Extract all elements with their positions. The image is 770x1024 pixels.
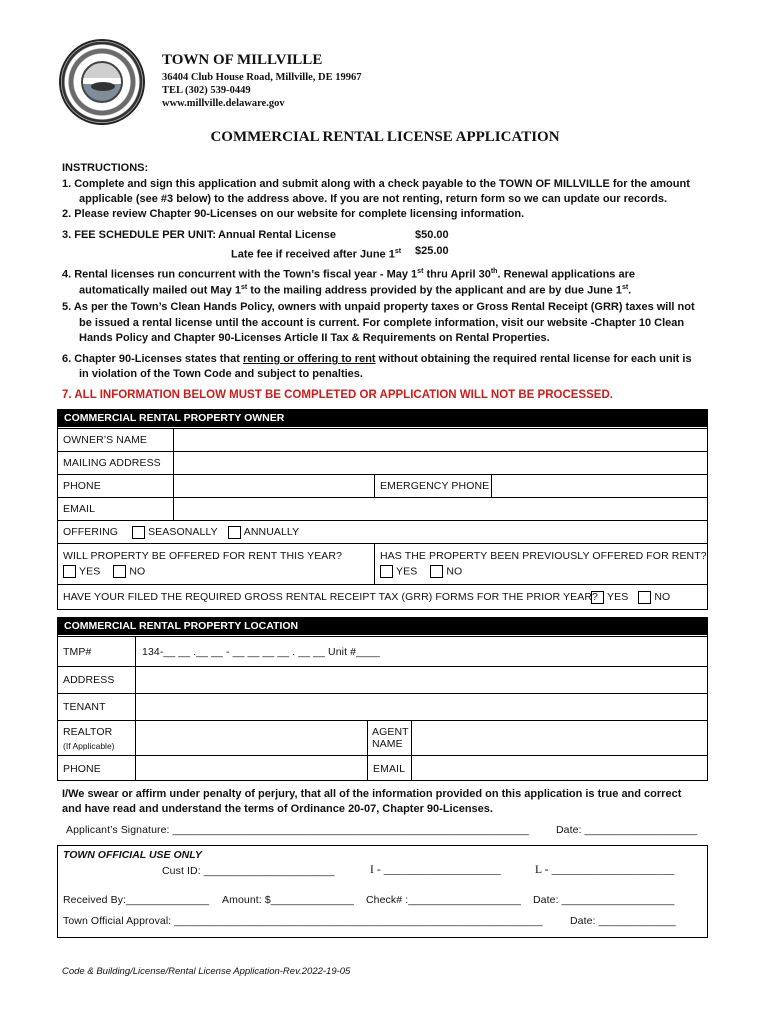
phone-label: PHONE xyxy=(63,480,101,492)
official-use-header: TOWN OFFICIAL USE ONLY xyxy=(63,849,202,861)
fee-annual-amount: $50.00 xyxy=(415,229,449,241)
instruction-6: 6. Chapter 90-Licenses states that renting or offering to rent without obtaining the required rental license for each unit is xyxy=(62,353,692,365)
fee-late-label: Late fee if received after June 1st xyxy=(231,248,402,261)
cust-id-field[interactable]: Cust ID: ______________________ xyxy=(162,865,335,877)
seasonally-checkbox[interactable] xyxy=(132,526,145,539)
oath-line-1: I/We swear or affirm under penalty of perjury, that all of the information provided on this application is true and correct xyxy=(62,788,682,800)
tenant-label: TENANT xyxy=(63,701,106,713)
i-field[interactable]: I - ____________________ xyxy=(370,864,501,876)
instruction-5-cont2: Hands Policy and Chapter 90-Licenses Article II Tax & Requirements on Rental Properties. xyxy=(79,332,550,344)
offering-row xyxy=(58,520,707,543)
owner-section-header: COMMERCIAL RENTAL PROPERTY OWNER xyxy=(58,410,707,427)
approval-date-field[interactable]: Date: _____________ xyxy=(570,915,676,927)
realtor-row xyxy=(58,720,707,755)
instruction-4-cont: automatically mailed out May 1st to the mailing address provided by the applicant and are by due June 1st. xyxy=(79,284,632,297)
previously-offered-no-checkbox[interactable] xyxy=(430,565,443,578)
email-row xyxy=(58,497,707,520)
official-approval-field[interactable]: Town Official Approval: ______________________________________________________________ xyxy=(63,915,543,927)
mailing-address-row xyxy=(58,451,707,474)
tenant-field[interactable] xyxy=(136,694,707,720)
oath-line-2: and have read and understand the terms of Ordinance 20-07, Chapter 90-Licenses. xyxy=(62,803,493,815)
address-label: ADDRESS xyxy=(63,674,115,686)
received-date-field[interactable]: Date: ___________________ xyxy=(533,894,675,906)
address-field[interactable] xyxy=(136,667,707,693)
town-seal-logo xyxy=(59,39,145,125)
official-use-section xyxy=(57,845,708,938)
instruction-1-cont: applicable (see #3 below) to the address above. If you are not renting, return form so we can update our records. xyxy=(79,193,668,205)
location-email-label: EMAIL xyxy=(373,762,406,775)
grr-yes-checkbox[interactable] xyxy=(591,591,604,604)
grr-question: HAVE YOUR FILED THE REQUIRED GROSS RENTAL RECEIPT TAX (GRR) FORMS FOR THE PRIOR YEAR? xyxy=(63,591,598,603)
form-title: COMMERCIAL RENTAL LICENSE APPLICATION xyxy=(210,129,560,145)
emergency-phone-field[interactable] xyxy=(492,475,707,497)
previously-offered-question: HAS THE PROPERTY BEEN PREVIOUSLY OFFERED FOR RENT? xyxy=(380,550,707,562)
applicant-signature-field[interactable]: Applicant’s Signature: ____________________________________________________________ xyxy=(66,824,529,836)
town-name: TOWN OF MILLVILLE xyxy=(162,52,323,68)
tmp-label: TMP# xyxy=(63,645,92,658)
agent-name-label: AGENT NAME xyxy=(372,726,409,750)
email-label: EMAIL xyxy=(63,503,96,515)
applicant-date-field[interactable]: Date: ___________________ xyxy=(556,824,698,836)
amount-field[interactable]: Amount: $______________ xyxy=(222,894,354,906)
will-offer-yes-checkbox[interactable] xyxy=(63,565,76,578)
offer-questions-row: WILL PROPERTY BE OFFERED FOR RENT THIS YEAR? YES NO HAS THE PROPERTY BEEN PREVIOUSLY OFFERED FOR RENT? YES NO xyxy=(58,543,707,584)
check-number-field[interactable]: Check# :___________________ xyxy=(366,894,522,906)
location-phone-row xyxy=(58,755,707,781)
instruction-3-label: 3. FEE SCHEDULE PER UNIT: xyxy=(62,229,217,241)
will-offer-no-checkbox[interactable] xyxy=(113,565,126,578)
mailing-address-label: MAILING ADDRESS xyxy=(63,457,161,469)
owners-name-field[interactable] xyxy=(174,429,707,451)
address-row xyxy=(58,666,707,693)
mailing-address-field[interactable] xyxy=(174,452,707,474)
location-section xyxy=(57,617,708,781)
location-section-header: COMMERCIAL RENTAL PROPERTY LOCATION xyxy=(58,618,707,635)
annually-checkbox[interactable] xyxy=(228,526,241,539)
grr-no-checkbox[interactable] xyxy=(638,591,651,604)
instruction-2: 2. Please review Chapter 90-Licenses on our website for complete licensing information. xyxy=(62,208,525,220)
location-phone-field[interactable] xyxy=(136,756,367,781)
previously-offered-yes-checkbox[interactable] xyxy=(380,565,393,578)
fee-annual-label: Annual Rental License xyxy=(218,229,336,241)
instruction-1: 1. Complete and sign this application and submit along with a check payable to the TOWN OF MILLVILLE for the amount xyxy=(62,178,690,190)
agent-name-field[interactable] xyxy=(412,721,707,755)
realtor-label: REALTOR xyxy=(63,726,113,738)
instruction-7-warning: 7. ALL INFORMATION BELOW MUST BE COMPLETED OR APPLICATION WILL NOT BE PROCESSED. xyxy=(62,389,613,401)
email-field[interactable] xyxy=(174,498,707,520)
instructions-heading: INSTRUCTIONS: xyxy=(62,162,149,174)
fee-late-amount: $25.00 xyxy=(415,245,449,257)
instruction-5-cont: be issued a rental license until the account is current. For complete information, visit our website -Chapter 10 Clean xyxy=(79,317,685,329)
offering-label: OFFERING SEASONALLY ANNUALLY xyxy=(63,526,300,538)
tmp-row xyxy=(58,636,707,666)
instruction-6-cont: in violation of the Town Code and subject to penalties. xyxy=(79,368,363,380)
realtor-note: (If Applicable) xyxy=(63,741,115,751)
owner-section xyxy=(57,409,708,610)
tenant-row xyxy=(58,693,707,720)
town-address: 36404 Club House Road, Millville, DE 19967 xyxy=(162,72,362,83)
owners-name-row xyxy=(58,428,707,451)
location-phone-label: PHONE xyxy=(63,762,101,775)
tmp-field[interactable]: 134-__ __ .__ __ - __ __ __ __ . __ __ Unit #____ xyxy=(142,645,380,658)
instruction-4: 4. Rental licenses run concurrent with the Town’s fiscal year - May 1st thru April 30th. Renewal applications are xyxy=(62,268,636,281)
town-website: www.millville.delaware.gov xyxy=(162,98,285,109)
realtor-field[interactable] xyxy=(136,721,367,755)
footer-revision: Code & Building/License/Rental License Application-Rev.2022-19-05 xyxy=(62,966,351,977)
town-phone: TEL (302) 539-0449 xyxy=(162,85,251,96)
grr-row: HAVE YOUR FILED THE REQUIRED GROSS RENTAL RECEIPT TAX (GRR) FORMS FOR THE PRIOR YEAR? YES NO xyxy=(58,584,707,609)
emergency-phone-label: EMERGENCY PHONE xyxy=(380,480,490,492)
location-email-field[interactable] xyxy=(412,756,707,781)
phone-field[interactable] xyxy=(174,475,374,497)
instruction-5: 5. As per the Town’s Clean Hands Policy, owners with unpaid property taxes or Gross Rental Receipt (GRR) taxes will not xyxy=(62,301,695,313)
phone-row xyxy=(58,474,707,497)
l-field[interactable]: L - _____________________ xyxy=(535,864,675,876)
will-offer-question: WILL PROPERTY BE OFFERED FOR RENT THIS YEAR? xyxy=(63,550,343,562)
owners-name-label: OWNER’S NAME xyxy=(63,434,148,446)
received-by-field[interactable]: Received By:______________ xyxy=(63,894,210,906)
